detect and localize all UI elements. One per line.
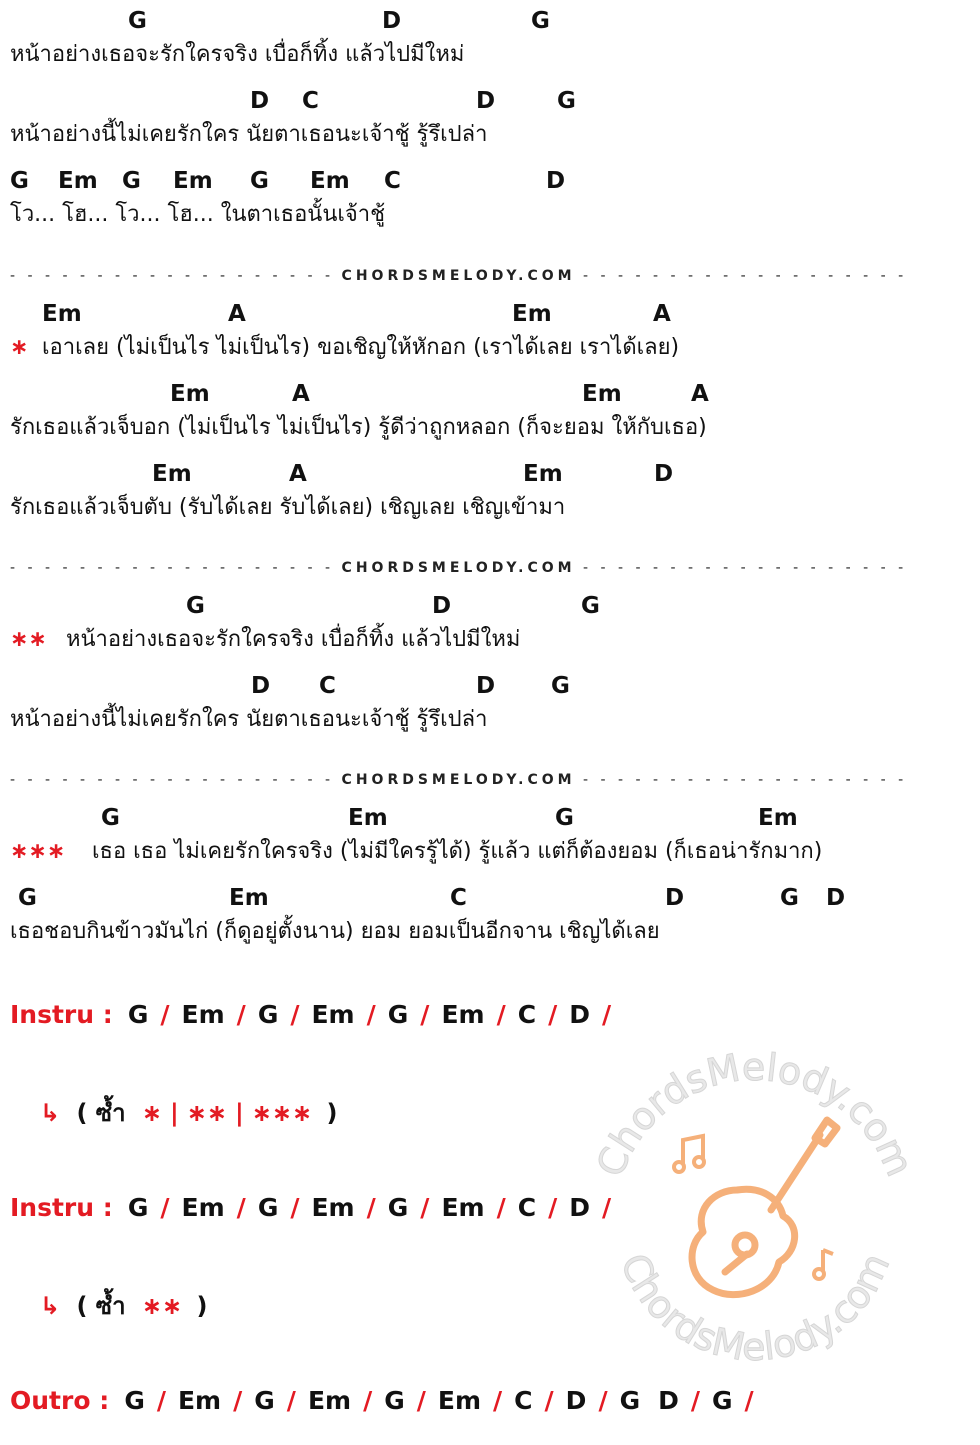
watermark-text-bottom: ChordsMelody.com	[612, 1246, 899, 1370]
chord-progression: G / Em / G / Em / G / Em / C / D / G D / G /	[124, 1386, 754, 1415]
chord: Em	[307, 1386, 352, 1415]
chord: G	[186, 593, 205, 619]
chord: G	[18, 885, 37, 911]
chord: D	[251, 673, 271, 699]
chord: G	[128, 8, 147, 34]
chord: G	[124, 1386, 145, 1415]
chord: G	[557, 88, 576, 114]
chord: Em	[437, 1386, 482, 1415]
chord: G	[555, 805, 574, 831]
chord: C	[517, 1193, 537, 1222]
chord: D	[565, 1386, 587, 1415]
lyric-line: เธอชอบกินข้าวมันไก่ (ก็ดูอยู่ตั้งนาน) ยอม ยอมเป็นอีกจาน เชิญได้เลย	[10, 919, 660, 944]
chord: G	[10, 168, 29, 194]
chord: Em	[229, 885, 269, 911]
chord: C	[517, 1000, 537, 1029]
instru-label: Instru :	[10, 1193, 113, 1222]
arrow-icon: ↳	[40, 1099, 61, 1127]
chord: Em	[181, 1000, 225, 1029]
repeat-item: ∗∗∗	[251, 1099, 313, 1127]
chord: Em	[58, 168, 98, 194]
site-label: CHORDSMELODY.COM	[341, 560, 576, 576]
watermark-text-top: ChordsMelody.com	[588, 1044, 922, 1183]
chord: D	[569, 1000, 590, 1029]
watermark-logo	[575, 1040, 935, 1400]
chord: Em	[441, 1000, 485, 1029]
chord-progression: G / Em / G / Em / G / Em / C / D /	[127, 1000, 612, 1029]
chord: Em	[441, 1193, 485, 1222]
instru-2	[10, 1193, 623, 1223]
chord: Em	[170, 381, 210, 407]
repeat-close: )	[326, 1099, 338, 1127]
separator-dashes: - - - - - - - - - - - - - - - - - - -	[10, 560, 335, 576]
separator-dashes: - - - - - - - - - - - - - - - - - - -	[583, 560, 908, 576]
chord: C	[514, 1386, 533, 1415]
separator-dashes: - - - - - - - - - - - - - - - - - - -	[583, 268, 908, 284]
lyric-line: หน้าอย่างเธอจะรักใครจริง เบื่อก็ทิ้ง แล้วไปมีใหม่	[66, 627, 521, 652]
lyric-line: เอาเลย (ไม่เป็นไร ไม่เป็นไร) ขอเชิญให้หักอก (เราได้เลย เราได้เลย)	[42, 335, 680, 360]
chord: D	[476, 673, 496, 699]
chord: G	[384, 1386, 405, 1415]
chord: G	[780, 885, 799, 911]
lyric-line: หน้าอย่างนี้ไม่เคยรักใคร นัยตาเธอนะเจ้าชู้ รู้รึเปล่า	[10, 122, 488, 147]
chord: Em	[523, 461, 563, 487]
lyric-line: รักเธอแล้วเจ็บตับ (รับได้เลย รับได้เลย) เชิญเลย เชิญเข้ามา	[10, 495, 566, 520]
site-label: CHORDSMELODY.COM	[341, 772, 576, 788]
site-label: CHORDSMELODY.COM	[341, 268, 576, 284]
section-marker: ∗∗∗	[10, 839, 66, 864]
chord: A	[292, 381, 310, 407]
chord: Em	[582, 381, 622, 407]
repeat-close: )	[196, 1292, 208, 1320]
section-marker: ∗∗	[10, 627, 47, 652]
lyric-line: หน้าอย่างนี้ไม่เคยรักใคร นัยตาเธอนะเจ้าชู้ รู้รึเปล่า	[10, 707, 488, 732]
chord: D	[569, 1193, 590, 1222]
chord: D	[250, 88, 270, 114]
chord: D	[665, 885, 685, 911]
chord: G	[122, 168, 141, 194]
separator-dashes: - - - - - - - - - - - - - - - - - - -	[10, 268, 335, 284]
chord: C	[384, 168, 401, 194]
lyric-line: รักเธอแล้วเจ็บอก (ไม่เป็นไร ไม่เป็นไร) รู้ดีว่าถูกหลอก (ก็จะยอม ให้กับเธอ)	[10, 415, 707, 440]
section-marker: ∗	[10, 335, 29, 360]
repeat-open: ( ซ้ำ	[76, 1099, 126, 1127]
repeat-item: ∗	[141, 1099, 163, 1127]
outro	[10, 1386, 766, 1416]
chord: A	[228, 301, 246, 327]
chord: Em	[311, 1000, 355, 1029]
repeat-item: ∗∗	[186, 1099, 228, 1127]
chord: Em	[173, 168, 213, 194]
outro-label: Outro :	[10, 1386, 110, 1415]
chord: Em	[348, 805, 388, 831]
chord: Em	[311, 1193, 355, 1222]
separator	[10, 558, 907, 578]
chord: G	[257, 1000, 279, 1029]
chord: D	[476, 88, 496, 114]
separator-dashes: - - - - - - - - - - - - - - - - - - -	[583, 772, 908, 788]
chord: G	[257, 1193, 279, 1222]
chord: Em	[152, 461, 192, 487]
arrow-icon: ↳	[40, 1292, 61, 1320]
chord-progression: G / Em / G / Em / G / Em / C / D /	[127, 1193, 612, 1222]
chord: G	[387, 1000, 409, 1029]
chord: Em	[177, 1386, 222, 1415]
repeat-item: ∗∗	[141, 1292, 183, 1320]
chord: G	[127, 1000, 149, 1029]
instru-1	[10, 1000, 623, 1030]
repeat-2	[40, 1291, 207, 1321]
chord: A	[289, 461, 307, 487]
chord: Em	[310, 168, 350, 194]
chord: G	[712, 1386, 733, 1415]
chord: D	[546, 168, 566, 194]
chord: G	[619, 1386, 641, 1415]
separator-dashes: - - - - - - - - - - - - - - - - - - -	[10, 772, 335, 788]
instru-label: Instru :	[10, 1000, 113, 1029]
chord: G	[254, 1386, 275, 1415]
chord: C	[319, 673, 336, 699]
separator	[10, 770, 907, 790]
chord: C	[302, 88, 319, 114]
chord: G	[127, 1193, 149, 1222]
chord: G	[531, 8, 550, 34]
chord: Em	[512, 301, 552, 327]
chord: G	[551, 673, 570, 699]
chord: G	[387, 1193, 409, 1222]
chord: Em	[42, 301, 82, 327]
chord: D	[654, 461, 674, 487]
chord: D	[826, 885, 846, 911]
chord: A	[653, 301, 671, 327]
lyric-line: โว... โฮ... โว... โฮ... ในตาเธอนั้นเจ้าชู้	[10, 202, 386, 227]
repeat-1: ↳ ( ซ้ำ ∗ | ∗∗ | ∗∗∗ )	[40, 1099, 338, 1127]
chord: D	[432, 593, 452, 619]
chord: G	[101, 805, 120, 831]
lyric-line: เธอ เธอ ไม่เคยรักใครจริง (ไม่มีใครรู้ได้) รู้แล้ว แต่ก็ต้องยอม (ก็เธอน่ารักมาก)	[92, 839, 823, 864]
chord: A	[691, 381, 709, 407]
chord: D	[382, 8, 402, 34]
separator	[10, 266, 907, 286]
chord: Em	[758, 805, 798, 831]
chord: C	[450, 885, 467, 911]
chord: G	[250, 168, 269, 194]
lyric-line: หน้าอย่างเธอจะรักใครจริง เบื่อก็ทิ้ง แล้วไปมีใหม่	[10, 42, 465, 67]
chord: D	[658, 1386, 679, 1415]
chord: Em	[181, 1193, 225, 1222]
repeat-open: ( ซ้ำ	[76, 1292, 126, 1320]
chord: G	[581, 593, 600, 619]
